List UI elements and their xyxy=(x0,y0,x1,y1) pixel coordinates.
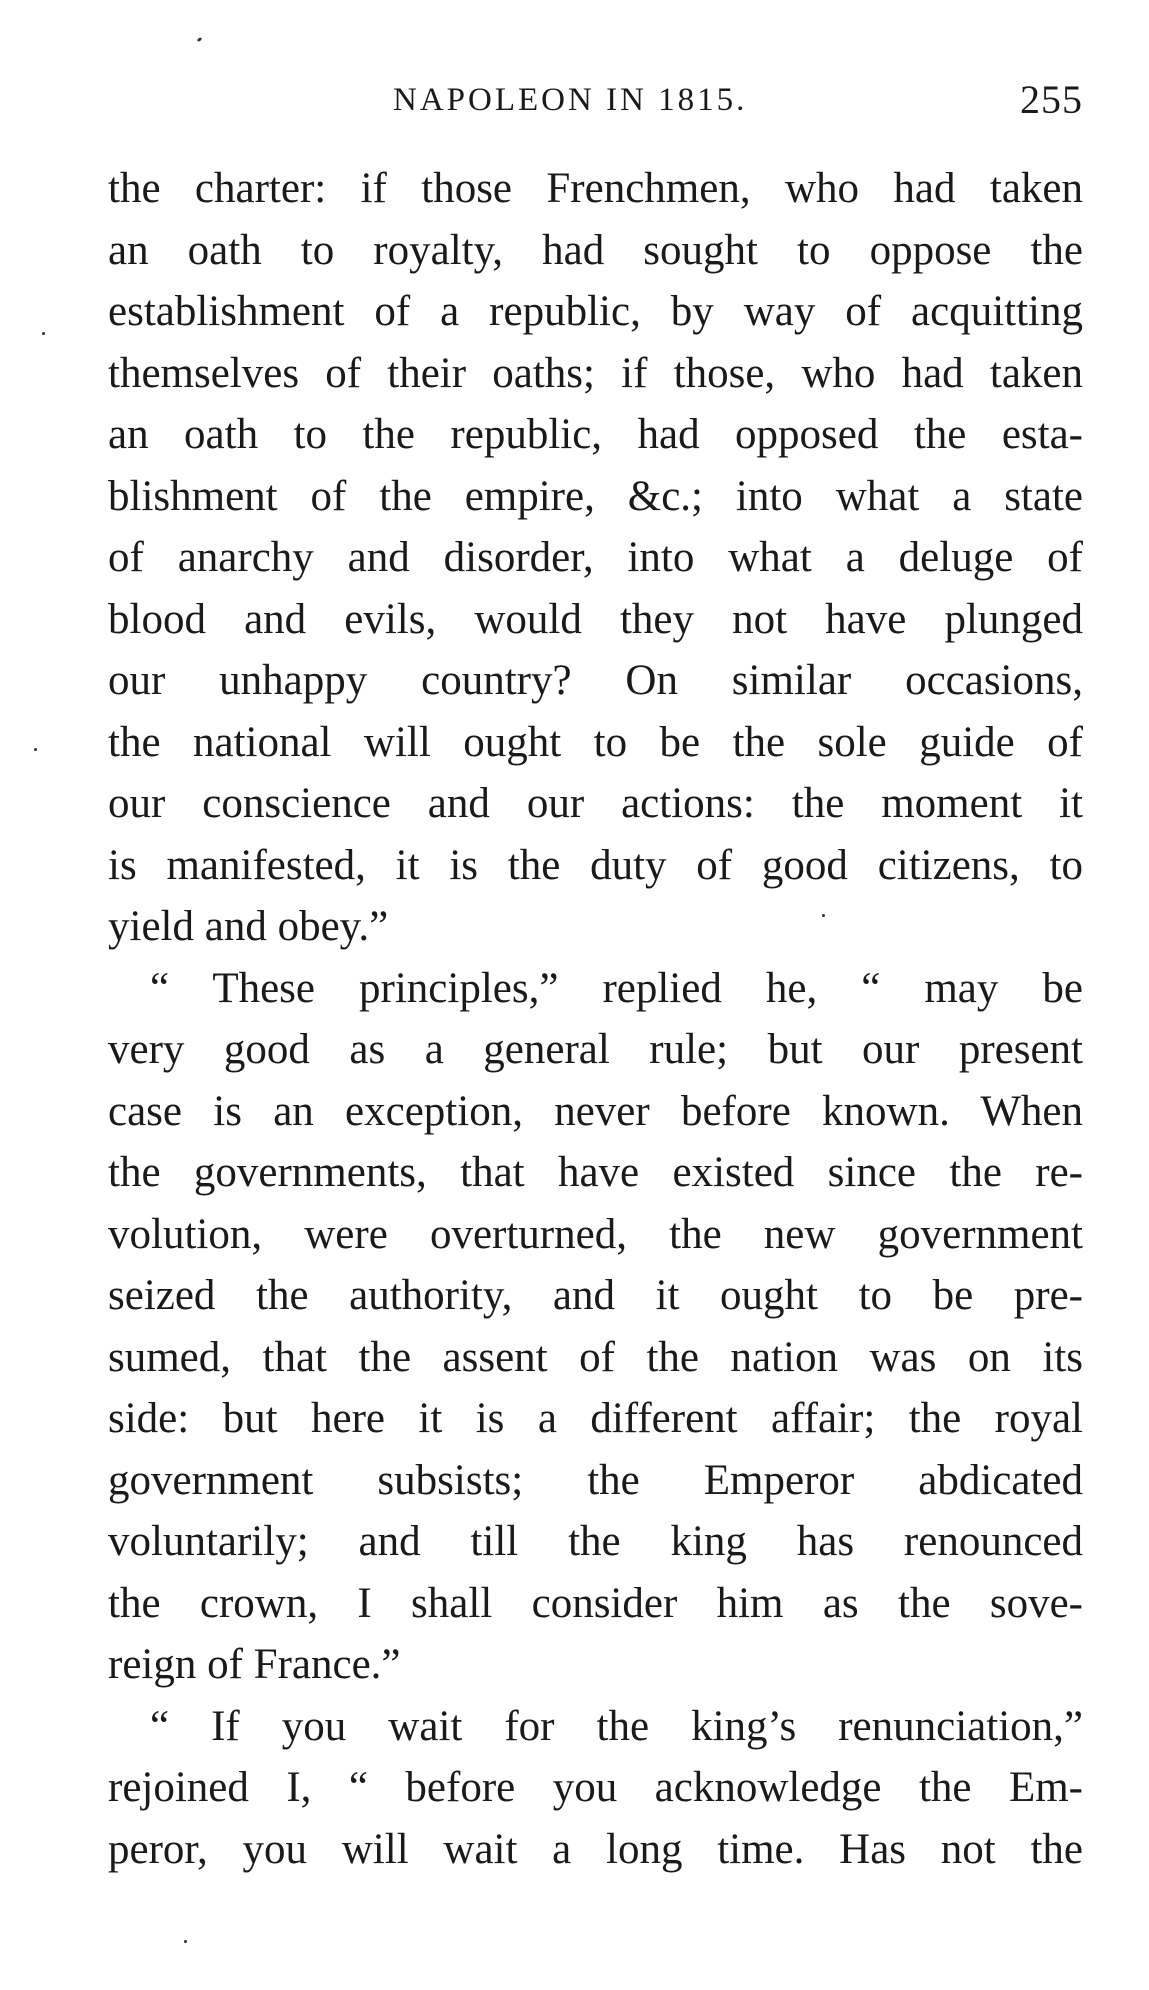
text-line: our conscience and our actions: the moment it xyxy=(108,780,1083,827)
text-line: side: but here it is a different affair; the royal xyxy=(108,1395,1083,1442)
text-line: peror, you will wait a long time. Has not the xyxy=(108,1825,1083,1873)
text-line: an oath to royalty, had sought to oppose the xyxy=(108,226,1083,274)
text-line: government subsists; the Emperor abdicated xyxy=(108,1456,1083,1504)
text-line: voluntarily; and till the king has renounced xyxy=(108,1518,1083,1565)
ink-speck xyxy=(184,1940,187,1943)
text-line: seized the authority, and it ought to be pre- xyxy=(108,1272,1083,1319)
body-text xyxy=(108,158,1083,1880)
text-line: an oath to the republic, had opposed the esta- xyxy=(108,411,1083,458)
text-line: very good as a general rule; but our present xyxy=(108,1026,1083,1073)
text-line: volution, were overturned, the new government xyxy=(108,1210,1083,1258)
text-line: case is an exception, never before known. When xyxy=(108,1087,1083,1135)
text-line: blood and evils, would they not have plunged xyxy=(108,595,1083,643)
text-line: our unhappy country? On similar occasions, xyxy=(108,657,1083,704)
text-line: “ These principles,” replied he, “ may be xyxy=(150,964,1083,1012)
ink-speck xyxy=(42,332,45,335)
text-line: yield and obey.” xyxy=(108,903,389,950)
ink-speck xyxy=(34,748,37,751)
page-number: 255 xyxy=(1020,77,1083,122)
text-line: “ If you wait for the king’s renunciation,” xyxy=(150,1702,1083,1750)
text-line: the governments, that have existed since the re- xyxy=(108,1149,1083,1196)
ink-speck xyxy=(197,37,203,42)
text-line: themselves of their oaths; if those, who had taken xyxy=(108,349,1083,397)
text-line: reign of France.” xyxy=(108,1641,401,1688)
text-line: of anarchy and disorder, into what a deluge of xyxy=(108,534,1083,581)
text-line: the crown, I shall consider him as the sove- xyxy=(108,1579,1083,1627)
text-line: is manifested, it is the duty of good citizens, to xyxy=(108,841,1083,889)
running-head xyxy=(108,70,1083,130)
text-line: sumed, that the assent of the nation was on its xyxy=(108,1333,1083,1381)
running-title: NAPOLEON IN 1815. xyxy=(393,82,748,118)
paragraph xyxy=(108,1696,1083,1881)
text-line: the national will ought to be the sole guide of xyxy=(108,718,1083,766)
text-line: rejoined I, “ before you acknowledge the Em- xyxy=(108,1764,1083,1811)
text-line: the charter: if those Frenchmen, who had taken xyxy=(108,165,1083,212)
text-line: blishment of the empire, &c.; into what a state xyxy=(108,472,1083,520)
text-line: establishment of a republic, by way of acquitting xyxy=(108,288,1083,335)
paragraph xyxy=(108,958,1083,1696)
paragraph xyxy=(108,158,1083,958)
